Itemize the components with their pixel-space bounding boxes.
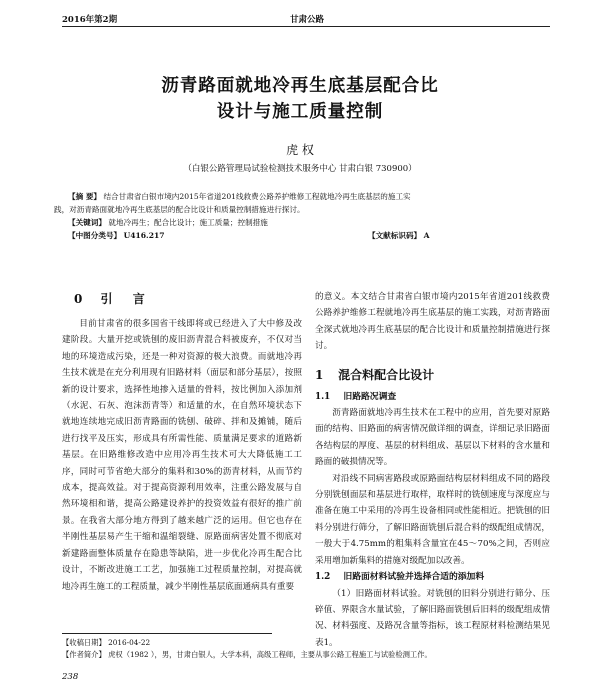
title-line-2: 设计与施工质量控制: [216, 102, 384, 122]
survey-paragraph-1: 沥青路面就地冷再生技术在工程中的应用，首先要对原路面的结构、旧路面的病害情况做详细的调查，详细记录旧路面各结构层的厚度、基层的材料组成、基层以下材料的含水量和路面的破损情况等。: [315, 408, 550, 468]
abstract-block: [54, 190, 550, 242]
subsection-1-2-heading: [315, 569, 550, 585]
subsection-1-1-number: 1.1: [315, 391, 331, 402]
author-bio-text: 虎权（1982 ），男，甘肃白银人，大学本科，高级工程师，主要从事公路工程施工与试验检测工作。: [108, 650, 432, 659]
received-date-line: [62, 637, 552, 649]
received-date: 2016-04-22: [108, 638, 151, 647]
abstract-label: 【摘 要】: [68, 192, 102, 201]
abstract-line-2: [54, 203, 550, 216]
section-1-number: 1: [315, 367, 324, 382]
classification-value: U416.217: [123, 231, 165, 240]
subsection-1-1-title: 旧路路况调查: [343, 391, 397, 402]
subsection-1-1-heading: [315, 389, 550, 405]
right-column: [315, 289, 550, 651]
subsection-1-2-title: 旧路面材料试验并选择合适的添加料: [343, 572, 485, 583]
section-1-heading: [315, 367, 550, 389]
keywords-label: 【关键词】: [68, 218, 106, 227]
section-0-number: 0: [74, 292, 83, 306]
intro-paragraph: 目前甘肃省的很多国省干线即将或已经进入了大中修及改建阶段。大量开挖或铣刨的废旧沥青混合料被废弃，不仅对当地的环境造成污染，还是一种对资源的极大浪费。而就地冷再生技术就是在充分利用现有旧路材料（面层和部分基层），按照新的设计要求，选择性地掺入适量的骨料，按比例加入添加剂（水泥、石灰、泡沫沥青等）和适量的水，在自然环境状态下就地连续地完成旧沥青路面的铣刨、破碎、拌和及摊铺，随后进行找平及压实，形成具有所需性能、质量满足要求的道路新基层。在旧路维修改造中应用冷再生技术可大大降低施工工序，同时可节省绝大部分的集料和30%的沥青材料，从而节约成本，提高效益。对于提高资源利用效率，注重公路发展与自然环境相和谐，提高公路建设养护的投资效益有很好的推广前景。在我省大部分地方得到了越来越广泛的运用。但它也存在半刚性基层易产生干缩和温缩裂缝、原路面病害处置不彻底对新建路面整体质量存在隐患等缺陷，进一步优化冷再生配合比设计，不断改进施工工艺，加强施工过程质量控制，对提高就地冷再生施工的工程质量，减少半刚性基层底面通病具有重要: [62, 319, 302, 592]
section-0-heading: [74, 290, 153, 307]
classification-line: [68, 229, 550, 242]
doc-code-value: A: [423, 231, 430, 240]
abstract-text-2: 践，对沥青路面就地冷再生底基层的配合比设计和质量控制措施进行探讨。: [54, 205, 305, 214]
journal-name: 甘肃公路: [290, 15, 325, 25]
footnotes: [62, 637, 552, 661]
keywords-text: 就地冷再生；配合比设计；施工质量；控制措施: [108, 218, 268, 227]
footnote-rule: [62, 633, 272, 634]
author-bio-line: [62, 649, 552, 661]
intro-continuation: 的意义。本文结合甘肃省白银市境内2015年省道201线救费公路养护维修工程就地冷再生底基层的施工实践，对沥青路面全深式就地冷再生底基层的配合比设计和质量控制措施进行探讨。: [315, 292, 550, 352]
classification-label: 【中图分类号】: [68, 231, 122, 240]
author-affiliation: （白银公路管理局试验检测技术服务中心 甘肃白银 730900）: [183, 164, 417, 174]
survey-paragraph-2: 对沿线不同病害路段或原路面结构层材料组成不同的路段分别铣刨面层和基层进行取样，取样时的铣刨速度与深度应与准备在施工中采用的冷再生设备相同或性能相近。把铣刨的旧料分别进行筛分，了解旧路面铣刨后混合料的级配组成情况，一般大于4.75mm的粗集料含量宜在45～70%之间，否则应采用增加新集料的措施对级配加以改善。: [315, 473, 550, 566]
keywords-line: [68, 216, 550, 229]
title-line-1: 沥青路面就地冷再生底基层配合比: [161, 76, 439, 96]
left-column: [62, 316, 302, 595]
materials-paragraph: （1）旧路面材料试验。对铣刨的旧料分别进行筛分、压碎值、界限含水量试验，了解旧路面铣刨后旧料的级配组成情况、材料强度、及路况含量等指标，该工程原材料检测结果见表1。: [315, 588, 550, 648]
abstract-line-1: [68, 190, 550, 203]
subsection-1-2-number: 1.2: [315, 572, 331, 583]
doc-code-label: 【文献标识码】: [368, 231, 422, 240]
issue-label: 2016年第2期: [62, 15, 118, 25]
author-name: 虎 权: [286, 143, 314, 157]
author-bio-label: 【作者简介】: [62, 650, 106, 659]
section-0-title: 引 言: [100, 292, 153, 306]
received-label: 【收稿日期】: [62, 638, 106, 647]
header-rule: [62, 26, 550, 27]
page-number: 238: [62, 672, 79, 682]
abstract-text-1: 结合甘肃省白银市境内2015年省道201线救费公路养护维修工程就地冷再生底基层的施工实: [103, 192, 411, 201]
section-1-title: 混合料配合比设计: [338, 367, 435, 382]
